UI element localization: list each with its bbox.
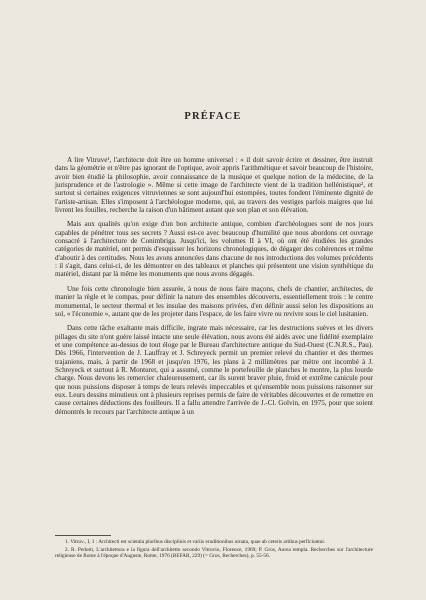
footnote-separator xyxy=(55,535,111,536)
footnotes xyxy=(55,539,373,561)
body-text xyxy=(55,156,373,422)
page-title: PRÉFACE xyxy=(184,111,242,122)
paragraph: A lire Vitruve¹, l'architecte doit être un homme universel : « il doit savoir écrire et dessiner, être instruit dans la géométrie et n'être pas ignorant de l'optique, avoir appris l'arithmétique et savoir beaucoup de l'histoire, avoir bien étudié la philosophie, avoir connaissance de la musique et quelque notion de la médecine, de la jurisprudence et de l'astrologie ». Même si cette image de l'architecte vient de la tradition hellénistique², et surtout si certaines exigences vitruviennes se sont aujourd'hui estompées, toutes fondent l'éminente dignité de l'artiste-artisan. Elles s'imposent à l'archéologue moderne, qui, au travers des vestiges parfois maigres que lui livrent les fouilles, recherche la raison d'un bâtiment autant que son plan et son élévation. xyxy=(55,156,373,215)
paragraph: Mais aux qualités qu'on exige d'un bon architecte antique, combien d'archéologues sont de nos jours capables de pénétrer tous ses secrets ? Aussi est-ce avec beaucoup d'humilité que nous abordons cet ouvrage consacré à l'architecture de Conimbriga. Jusqu'ici, les volumes II à VI, où ont été étudiées les grandes catégories de matériel, ont permis d'esquisser les horizons chronologiques, de dégager des cohérences et même d'aboutir à des certitudes. Nous les avons annoncées dans chacune de nos introductions des volumes précédents : il s'agit, dans celui-ci, de les démontrer en des tableaux et planches qui présentent une vision synthétique du matériel, distant par là même les monuments que nous avons dégagés. xyxy=(55,220,373,279)
footnote: 1. Vitruv., I, 1 : Architecti est scientia pluribus disciplinis et variis eruditionibus ornata, quae ab ceteris artibus perficiuntur. xyxy=(65,539,326,545)
paragraph: Dans cette tâche exaltante mais difficile, ingrate mais nécessaire, car les destructions suèves et les divers pillages du site n'ont guère laissé intacte une seule élévation, nous avons été aidés avec une fidélité exemplaire et une compétence au-dessus de tout éloge par le Bureau d'architecture antique du Sud-Ouest (C.N.R.S., Pau). Dès 1966, l'intervention de J. Lauffray et J. Schreyeck permit un premier relevé du chantier et des thermes trajaniens, mais, à partir de 1968 et jusqu'en 1976, les plans à 2 millimètres par mètre ont incombé à J. Schreyeck et surtout à R. Monturet, qui a assumé, comme le portefeuille de planches le montre, la plus lourde charge. Nous devons les remercier chaleureusement, car ils surent braver pluie, froid et extrême canicule pour que nous puissions disposer à temps de leurs relevés impeccables et qu'ensemble nous puissions raisonner sur eux. Leurs dessins minutieux ont à plusieurs reprises permis de faire de véritables découvertes et de remettre en cause certaines déductions des fouilleurs. Il a fallu attendre l'arrivée de J.-Cl. Golvin, en 1975, pour que soient démontrés le recours par l'architecte antique à un xyxy=(55,324,373,416)
footnote: 2. R. Pedotti, L'architettura e la figura dell'architetto secondo Vitruvio, Florence, 1969; P. Gros, Aurea templa. Recherches sur l'architecture religieuse de Rome à l'époque d'Auguste, Rome, 1976 (BEFAR, 229) (= Gros, Recherches), p. 55-56. xyxy=(55,546,373,560)
paragraph: Une fois cette chronologie bien assurée, à nous de nous faire maçons, chefs de chantier, architectes, de manier la règle et le compas, pour définir la nature des ensembles découverts, essentiellement trois : le centre monumental, le secteur thermal et les insulae des maisons privées, d'en définir aussi selon les dispositions au sol, « l'économie », autant que de les projeter dans l'espace, de les faire vivre ou revivre sous le ciel lusitanien. xyxy=(55,284,373,318)
